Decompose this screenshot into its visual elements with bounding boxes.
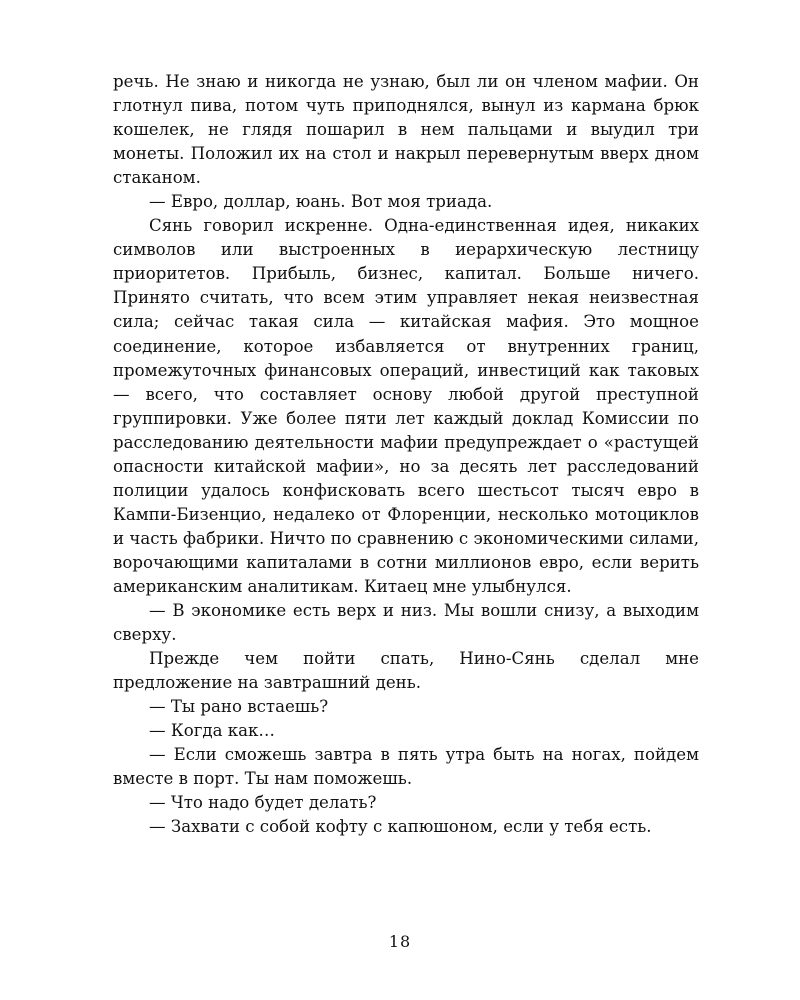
paragraph: — Если сможешь завтра в пять утра быть на ногах, пойдем вместе в порт. Ты нам поможешь. bbox=[113, 745, 699, 789]
page-number: 18 bbox=[388, 932, 412, 951]
paragraph: — Что надо будет делать? bbox=[149, 793, 377, 813]
paragraph: Сянь говорил искренне. Одна-единственная идея, никаких символов или выстроенных в иерархическую лестницу приоритетов. Прибыль, бизнес, капитал. Больше ничего. Принято считать, что всем этим управляет некая неизвестная сила; сейчас такая сила — китайская мафия. Это мощное соединение, которое избавляется от внутренних границ, промежуточных финансовых операций, инвестиций как таковых — всего, что составляет основу любой другой преступной группировки. Уже более пяти лет каждый доклад Комиссии по расследованию деятельности мафии предупреждает о «растущей опасности китайской мафии», но за десять лет расследований полиции удалось конфисковать всего шестьсот тысяч евро в Кампи-Бизенцио, недалеко от Флоренции, несколько мотоциклов и часть фабрики. Ничто по сравнению с экономическими силами, ворочающими капиталами в сотни миллионов евро, если верить американским аналитикам. Китаец мне улыбнулся. bbox=[113, 216, 699, 596]
paragraph: — Захвати с собой кофту с капюшоном, если у тебя есть. bbox=[149, 817, 652, 837]
paragraph: — Евро, доллар, юань. Вот моя триада. bbox=[149, 192, 493, 212]
body-text bbox=[113, 70, 699, 840]
paragraph: речь. Не знаю и никогда не узнаю, был ли он членом мафии. Он глотнул пива, потом чуть приподнялся, вынул из кармана брюк кошелек, не глядя пошарил в нем пальцами и выудил три монеты. Положил их на стол и накрыл перевернутым вверх дном стаканом. bbox=[113, 72, 699, 188]
paragraph: — В экономике есть верх и низ. Мы вошли снизу, а выходим сверху. bbox=[113, 601, 699, 645]
paragraph: Прежде чем пойти спать, Нино-Сянь сделал мне предложение на завтрашний день. bbox=[113, 649, 699, 693]
paragraph: — Ты рано встаешь? bbox=[149, 697, 329, 717]
paragraph: — Когда как… bbox=[149, 721, 276, 741]
